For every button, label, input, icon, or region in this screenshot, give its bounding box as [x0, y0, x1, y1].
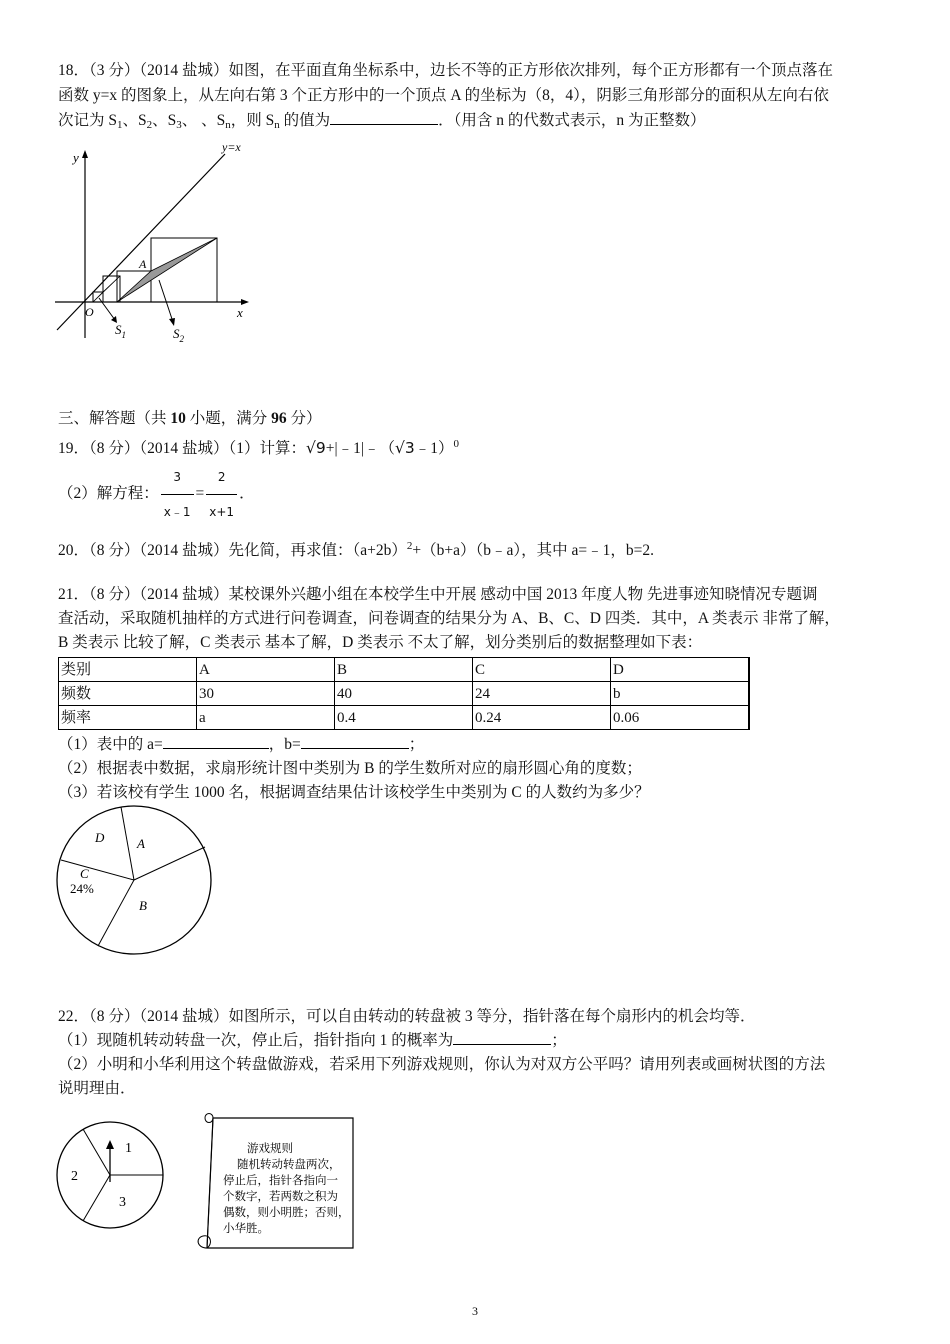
q18-sub: n	[274, 119, 280, 131]
rules-line: 偶数，则小明胜；否则，	[223, 1207, 350, 1219]
q18-text: 、S	[122, 112, 147, 129]
table-cell: 0.4	[335, 706, 473, 730]
q18-text: ，则 S	[230, 112, 275, 129]
s2-pointer-arrow	[169, 318, 175, 326]
q22-sub2-line2: 说明理由．	[58, 1080, 136, 1097]
s1-label: $S_1$	[115, 322, 126, 340]
table-row	[59, 706, 750, 730]
q22-spinner-figure	[55, 1120, 170, 1232]
spinner-divider	[83, 1175, 110, 1221]
table-cell: 类别	[59, 658, 197, 682]
q18-text: 的值为	[279, 112, 331, 129]
spinner-number-3: 3	[119, 1195, 126, 1210]
q18-line3	[58, 110, 706, 136]
q22-text: ；	[551, 1032, 567, 1049]
section-text: 小题，满分	[185, 410, 272, 427]
rules-line: 个数字，若两数之积为	[223, 1191, 338, 1203]
rules-line: 小华胜。	[223, 1223, 269, 1235]
q19-line1	[58, 433, 459, 460]
q21-blank-a[interactable]	[163, 748, 269, 749]
fraction-left	[161, 460, 194, 529]
q18-text: ．（用含 n 的代数式表示，n 为正整数）	[438, 112, 706, 129]
table-cell: B	[335, 658, 473, 682]
pie-divider	[98, 880, 134, 946]
q20-line	[58, 535, 654, 562]
q21-sub1	[58, 734, 424, 756]
q21-text: ；	[408, 736, 425, 753]
s2-label: $S_2$	[173, 326, 184, 344]
pie-label-b: B	[139, 898, 147, 913]
table-cell: 24	[473, 682, 611, 706]
q18-text: 、S	[152, 112, 177, 129]
section-text: 分）	[286, 410, 322, 427]
q21-pie-figure	[55, 804, 215, 956]
spinner-pointer-arrow	[106, 1140, 114, 1149]
fraction-numerator: 2	[206, 460, 237, 495]
table-cell: D	[611, 658, 750, 682]
q20-text: 20．（8 分）（2014 盐城）先化简，再求值：（a+2b）	[58, 542, 407, 559]
page-number: 3	[472, 1304, 478, 1318]
q21-data-table	[58, 657, 750, 730]
q18-line1: 18．（3 分）（2014 盐城）如图，在平面直角坐标系中，边长不等的正方形依次排列，每个正方形都有一个顶点落在	[58, 62, 834, 79]
spinner-number-2: 2	[71, 1169, 78, 1184]
x-axis-label: x	[237, 305, 243, 320]
shaded-triangle-s1	[93, 276, 120, 302]
q21-text: （1）表中的 a=	[58, 736, 163, 753]
point-a-label: A	[139, 257, 147, 271]
q19-line2	[58, 460, 255, 529]
q18-sub: 1	[117, 119, 123, 131]
fraction-denominator: x+1	[209, 505, 235, 519]
q21-text: ，b=	[268, 736, 301, 753]
table-cell: a	[197, 706, 335, 730]
line-label: y=x	[222, 142, 241, 154]
sqrt-9: √9	[306, 439, 326, 457]
origin-label: O	[85, 305, 94, 319]
q22-text: （1）现随机转动转盘一次，停止后，指针指向 1 的概率为	[58, 1032, 454, 1049]
table-cell: A	[197, 658, 335, 682]
pie-label-d: D	[95, 830, 105, 845]
pie-label-c-percent: 24%	[70, 881, 94, 896]
rules-title: 游戏规则	[247, 1143, 293, 1155]
fraction-numerator: 3	[161, 460, 194, 495]
table-row	[59, 658, 750, 682]
pie-divider	[121, 807, 134, 880]
table-cell: 40	[335, 682, 473, 706]
q19-text: （2）解方程：	[58, 485, 159, 503]
q18-sub: 2	[146, 119, 153, 131]
line-y-equals-x	[57, 154, 225, 330]
q21-line3: B 类表示 比较了解，C 类表示 基本了解，D 类表示 不太了解，划分类别后的数据整理如下表：	[58, 634, 703, 651]
exponent: 2	[406, 540, 413, 552]
q18-text: 次记为 S	[58, 112, 117, 129]
q22-sub1	[58, 1030, 567, 1052]
table-cell: 0.24	[473, 706, 611, 730]
table-cell: C	[473, 658, 611, 682]
exponent: 0	[453, 438, 459, 450]
q18-answer-blank[interactable]	[330, 124, 438, 125]
q21-blank-b[interactable]	[301, 748, 409, 749]
table-cell: b	[611, 682, 750, 706]
equals-sign: =	[195, 485, 205, 503]
q22-line1: 22．（8 分）（2014 盐城）如图所示，可以自由转动的转盘被 3 等分，指针落在每个扇形内的机会均等．	[58, 1008, 756, 1025]
q18-figure	[55, 142, 260, 347]
section-count: 10	[170, 410, 186, 427]
q21-sub3: （3）若该校有学生 1000 名，根据调查结果估计该校学生中类别为 C 的人数约为多少？	[58, 784, 650, 801]
q21-line2: 查活动，采取随机抽样的方式进行问卷调查，问卷调查的结果分为 A、B、C、D 四类．其中，A 类表示 非常了解，	[58, 610, 840, 627]
s1-pointer	[99, 298, 115, 320]
fraction-right	[206, 460, 237, 529]
pie-divider	[61, 860, 134, 880]
q19-text: ．	[239, 485, 255, 503]
section-text: 三、解答题（共	[58, 410, 171, 427]
table-cell: 30	[197, 682, 335, 706]
q19-text: 19．（8 分）（2014 盐城）（1）计算：	[58, 440, 307, 457]
pie-label-c: C	[80, 866, 89, 881]
table-cell: 频数	[59, 682, 197, 706]
q19-text: ﹣1）	[414, 440, 454, 457]
spinner-divider	[83, 1129, 110, 1175]
q21-line1: 21．（8 分）（2014 盐城）某校课外兴趣小组在本校学生中开展 感动中国 2013 年度人物 先进事迹知晓情况专题调	[58, 586, 818, 603]
shaded-triangle-s2	[117, 238, 217, 302]
q22-rules-scroll	[185, 1110, 365, 1258]
fraction-denominator: x﹣1	[163, 505, 191, 519]
q18-sub: 3	[176, 119, 182, 131]
table-cell: 0.06	[611, 706, 750, 730]
q18-text: 、 、S	[181, 112, 226, 129]
spinner-number-1: 1	[125, 1141, 132, 1156]
s2-pointer	[159, 280, 173, 322]
q20-text: +（b+a）（b﹣a），其中 a=﹣1，b=2.	[412, 542, 654, 559]
table-row	[59, 682, 750, 706]
pie-label-a: A	[137, 836, 145, 851]
y-axis-arrow	[82, 150, 88, 158]
q22-answer-blank[interactable]	[453, 1044, 551, 1045]
sqrt-3: √3	[394, 439, 415, 457]
scroll-top-curl	[205, 1114, 213, 1123]
y-axis-label: y	[73, 150, 79, 165]
rules-line: 随机转动转盘两次，	[237, 1159, 341, 1171]
q18-line2: 函数 y=x 的图象上，从左向右第 3 个正方形中的一个顶点 A 的坐标为（8，4），阴影三角形部分的面积从左向右依	[58, 87, 829, 104]
q21-sub2: （2）根据表中数据，求扇形统计图中类别为 B 的学生数所对应的扇形圆心角的度数；	[58, 760, 642, 777]
table-cell: 频率	[59, 706, 197, 730]
q22-sub2-line1: （2）小明和小华利用这个转盘做游戏，若采用下列游戏规则，你认为对双方公平吗？请用列表或画树状图的方法	[58, 1056, 826, 1073]
pie-divider	[134, 847, 205, 880]
q18-sub: n	[225, 119, 231, 131]
q19-text: +|﹣1|﹣（	[325, 440, 395, 457]
section-3-header	[58, 408, 322, 430]
section-score: 96	[271, 410, 287, 427]
rules-line: 停止后，指针各指向一	[223, 1175, 338, 1187]
